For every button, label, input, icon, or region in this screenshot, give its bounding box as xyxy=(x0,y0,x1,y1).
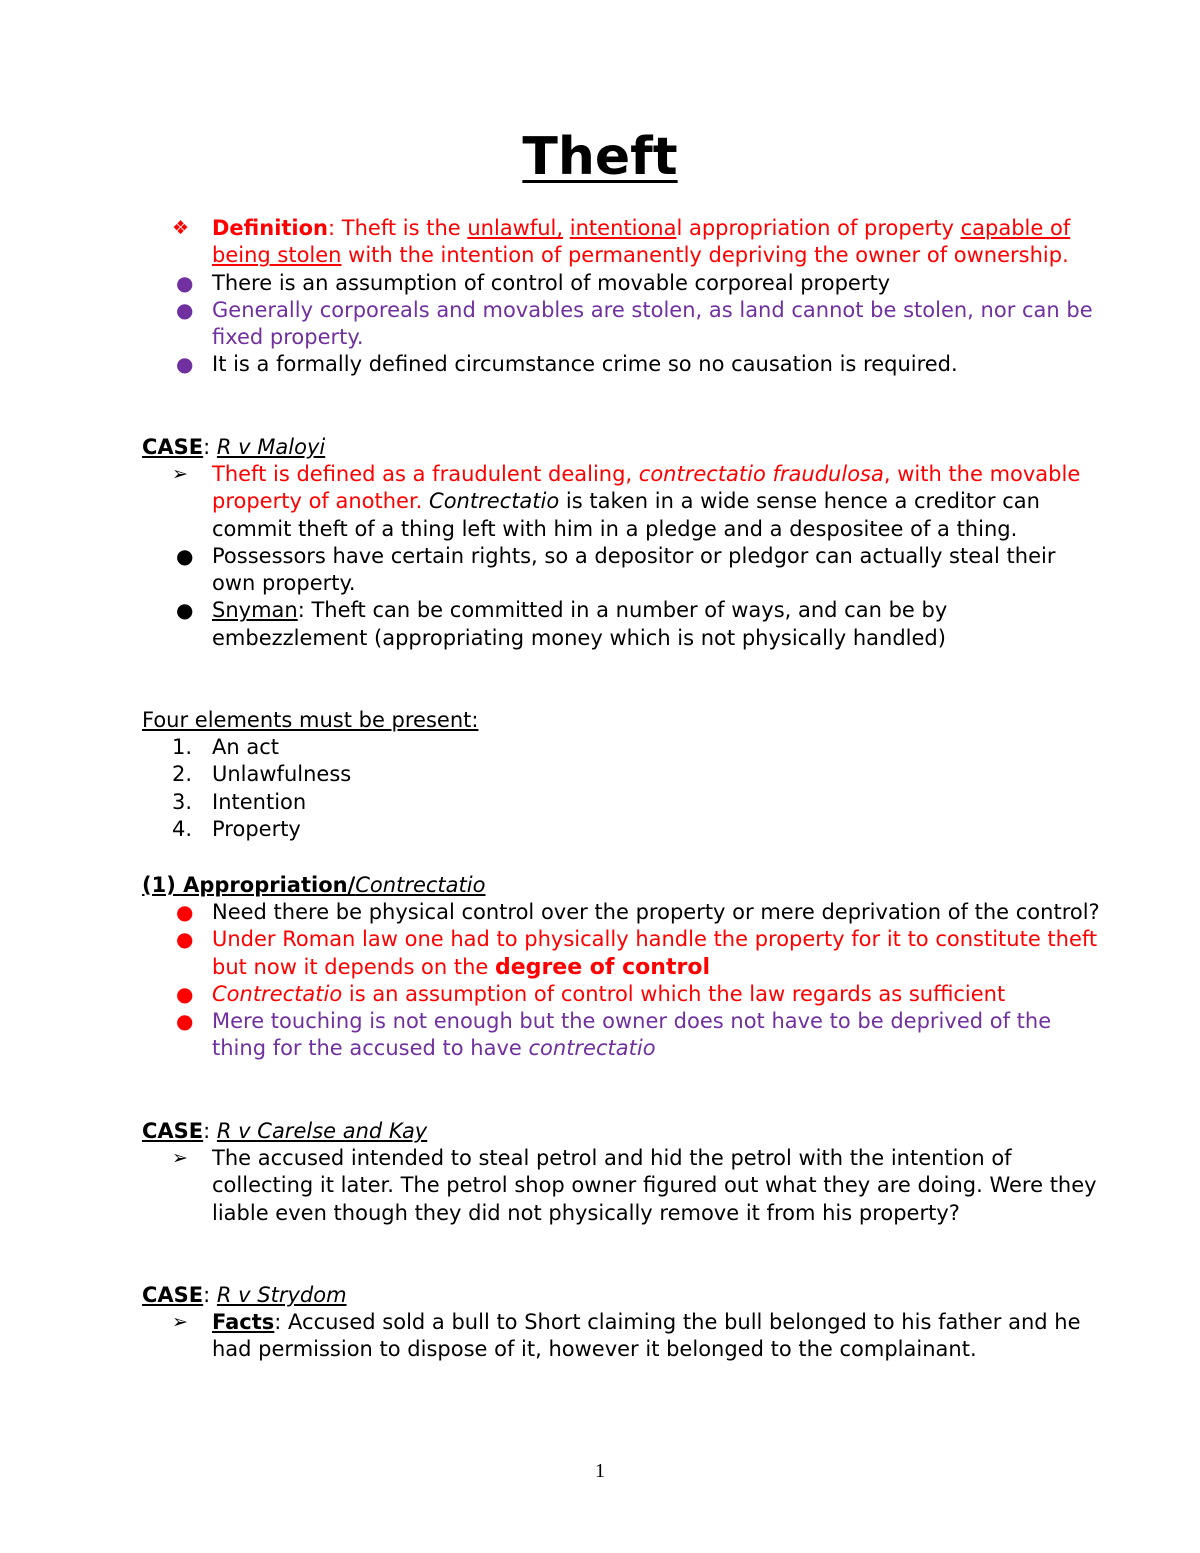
bullet-icon: ● xyxy=(176,981,194,1006)
term-unlawful: unlawful, xyxy=(467,216,564,240)
case-heading: CASE: R v Strydom xyxy=(142,1283,347,1307)
bullet-icon: ● xyxy=(176,297,194,322)
case-point: ➢ Facts: Accused sold a bull to Short claiming the bull belonged to his father and he had permission to dispose of it, however it belonged to the complainant. xyxy=(172,1310,1081,1362)
definition-item: ❖ Definition: Theft is the unlawful, intentional appropriation of property capable of being stolen with the intention of permanently depriving the owner of ownership. xyxy=(172,216,1071,268)
case-strydom-section xyxy=(142,1282,1102,1364)
arrow-bullet-icon: ➢ xyxy=(172,1311,188,1333)
case-point: ● Possessors have certain rights, so a depositor or pledgor can actually steal their own property. xyxy=(176,543,1056,596)
appropriation-section xyxy=(142,872,1102,1063)
case-name: R v Strydom xyxy=(216,1283,347,1307)
bullet-icon: ● xyxy=(176,543,194,568)
case-point: ➢ The accused intended to steal petrol and hid the petrol with the intention of collecting it later. The petrol shop owner figured out what they are doing. Were they liable even though they did not physically remove it from his property? xyxy=(172,1146,1097,1225)
case-heading: CASE: R v Maloyi xyxy=(142,435,326,459)
definition-label: Definition xyxy=(212,216,329,240)
element-item: 4. Property xyxy=(172,816,301,841)
intro-bullet: ● Generally corporeals and movables are stolen, as land cannot be stolen, nor can be fixed property. xyxy=(176,297,1093,350)
bullet-icon: ● xyxy=(176,598,194,623)
appropriation-point: ● Need there be physical control over the property or mere deprivation of the control? xyxy=(142,899,1102,926)
appropriation-point: ● Under Roman law one had to physically handle the property for it to constitute theft but now it depends on the degree of control xyxy=(176,927,1098,980)
appropriation-point: ● Mere touching is not enough but the owner does not have to be deprived of the thing for the accused to have contrectatio xyxy=(176,1009,1052,1061)
intro-bullet: ● It is a formally defined circumstance crime so no causation is required. xyxy=(142,351,1102,378)
case-point: ● Snyman: Theft can be committed in a number of ways, and can be by embezzlement (appropriating money which is not physically handled) xyxy=(176,598,948,650)
elements-section xyxy=(142,707,1102,843)
elements-heading: Four elements must be present: xyxy=(142,708,479,732)
diamond-bullet-icon: ❖ xyxy=(172,217,190,239)
case-carelse-section xyxy=(142,1118,1102,1227)
definition-section xyxy=(142,215,1102,379)
bullet-icon: ● xyxy=(176,927,194,952)
arrow-bullet-icon: ➢ xyxy=(172,463,188,485)
term-capable-of-being-stolen: capable of being stolen xyxy=(212,216,1071,268)
element-item: 3. Intention xyxy=(172,789,307,814)
appropriation-point: ● Contrectatio is an assumption of control which the law regards as sufficient xyxy=(142,981,1102,1008)
facts-label: Facts xyxy=(212,1310,275,1334)
intro-bullet: ● There is an assumption of control of movable corporeal property xyxy=(142,270,1102,297)
element-item: 2. Unlawfulness xyxy=(172,762,352,787)
case-maloyi-section xyxy=(142,434,1102,652)
page-number: 1 xyxy=(595,1460,605,1482)
bullet-icon: ● xyxy=(176,900,194,924)
document-title: Theft xyxy=(522,127,678,187)
bullet-icon: ● xyxy=(176,352,194,377)
arrow-bullet-icon: ➢ xyxy=(172,1147,188,1169)
case-heading: CASE: R v Carelse and Kay xyxy=(142,1119,428,1143)
case-name: R v Maloyi xyxy=(216,435,326,459)
bullet-icon: ● xyxy=(176,270,194,295)
element-item: 1. An act xyxy=(172,735,279,759)
case-name: R v Carelse and Kay xyxy=(216,1119,428,1143)
term-intentional: intentiona xyxy=(569,216,677,240)
case-point: ➢ Theft is defined as a fraudulent dealing, contrectatio fraudulosa, with the movable property of another. Contrectatio is taken in a wide sense hence a creditor can commit theft of a thing left with him in a pledge and a despositee of a thing. xyxy=(172,462,1081,541)
bullet-icon: ● xyxy=(176,1009,194,1034)
appropriation-heading: (1) Appropriation/Contrectatio xyxy=(142,873,486,897)
